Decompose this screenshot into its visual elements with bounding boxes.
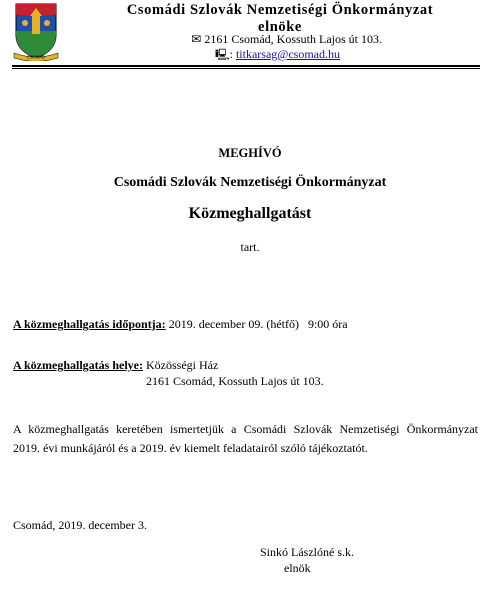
crest-banner-text: CSOMÁD — [26, 54, 46, 60]
signer-name: Sinkó Lászlóné s.k. — [260, 545, 354, 559]
computer-icon: 🖳 — [214, 48, 230, 61]
event-place-address: 2161 Csomád, Kossuth Lajos út 103. — [146, 374, 324, 388]
letterhead-org-name: Csomádi Szlovák Nemzetiségi Önkormányzat — [126, 2, 434, 18]
event-time-value: 2019. december 09. (hétfő) 9:00 óra — [165, 317, 348, 331]
letterhead-email-line — [0, 47, 500, 62]
letterhead-address: 2161 Csomád, Kossuth Lajos út 103. — [204, 32, 382, 46]
event-time-label: A közmeghallgatás időpontja: — [13, 317, 166, 331]
invitation-organizer: Csomádi Szlovák Nemzetiségi Önkormányzat — [113, 175, 387, 190]
event-place-value: Közösségi Ház — [143, 358, 219, 372]
place-date: Csomád, 2019. december 3. — [13, 518, 147, 532]
event-place — [13, 358, 478, 373]
email-label: : — [229, 47, 233, 61]
email-link[interactable]: titkarsag@csomad.hu — [235, 47, 340, 61]
signer-title: elnök — [284, 561, 311, 575]
letterhead-org-sub: elnöke — [258, 19, 302, 35]
event-time — [13, 317, 478, 332]
invitation-verb: tart. — [240, 240, 260, 254]
envelope-icon: ✉ — [191, 32, 202, 46]
letterhead-rule — [12, 65, 480, 67]
invitation-event: Közmeghallgatást — [188, 205, 312, 222]
body-line-1: A közmeghallgatás keretében ismertetjük a Csomádi Szlovák Nemzetiségi Önkormányzat — [13, 422, 478, 436]
event-place-label: A közmeghallgatás helye: — [13, 358, 143, 372]
invitation-label: MEGHÍVÓ — [218, 146, 282, 160]
letterhead-address-line — [0, 32, 500, 47]
letterhead-rule-thin — [12, 68, 480, 69]
body-line-2: 2019. évi munkájáról és a 2019. év kiemelt feladatairól szóló tájékoztatót. — [13, 441, 368, 455]
